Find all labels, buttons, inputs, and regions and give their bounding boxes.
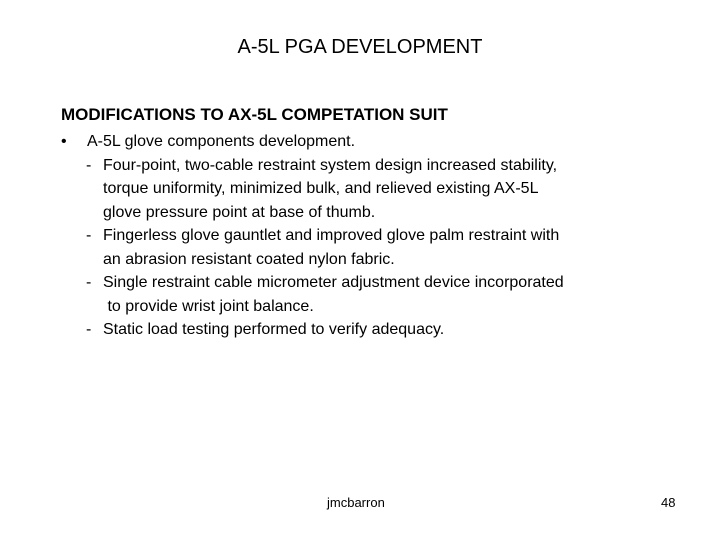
dash-marker: - <box>86 156 92 174</box>
sub-item <box>61 154 663 225</box>
sub-list <box>61 154 681 342</box>
sub-item-line: Single restraint cable micrometer adjustment device incorporated <box>103 274 564 291</box>
sub-item-line: glove pressure point at base of thumb. <box>103 203 376 221</box>
footer-author: jmcbarron <box>327 495 385 510</box>
bullet-item <box>61 130 681 154</box>
section-heading: MODIFICATIONS TO AX-5L COMPETATION SUIT <box>61 105 448 124</box>
bullet-list <box>61 130 681 342</box>
dash-marker: - <box>86 227 92 244</box>
sub-item-line: to provide wrist joint balance. <box>103 297 314 315</box>
bullet-marker: • <box>61 133 67 150</box>
sub-item-line: an abrasion resistant coated nylon fabric. <box>103 250 395 268</box>
sub-item <box>61 318 663 342</box>
bullet-text: A-5L glove components development. <box>87 133 356 150</box>
sub-item <box>61 271 663 318</box>
dash-marker: - <box>86 321 92 338</box>
sub-item-line: Static load testing performed to verify adequacy. <box>103 321 445 338</box>
dash-marker: - <box>86 274 92 291</box>
page-number: 48 <box>661 495 676 510</box>
slide-title: A-5L PGA DEVELOPMENT <box>237 36 483 58</box>
sub-item-line: Four-point, two-cable restraint system design increased stability, <box>103 156 558 174</box>
sub-item-line: torque uniformity, minimized bulk, and relieved existing AX-5L <box>103 180 539 197</box>
sub-item <box>61 224 663 271</box>
sub-item-line: Fingerless glove gauntlet and improved glove palm restraint with <box>103 227 560 244</box>
